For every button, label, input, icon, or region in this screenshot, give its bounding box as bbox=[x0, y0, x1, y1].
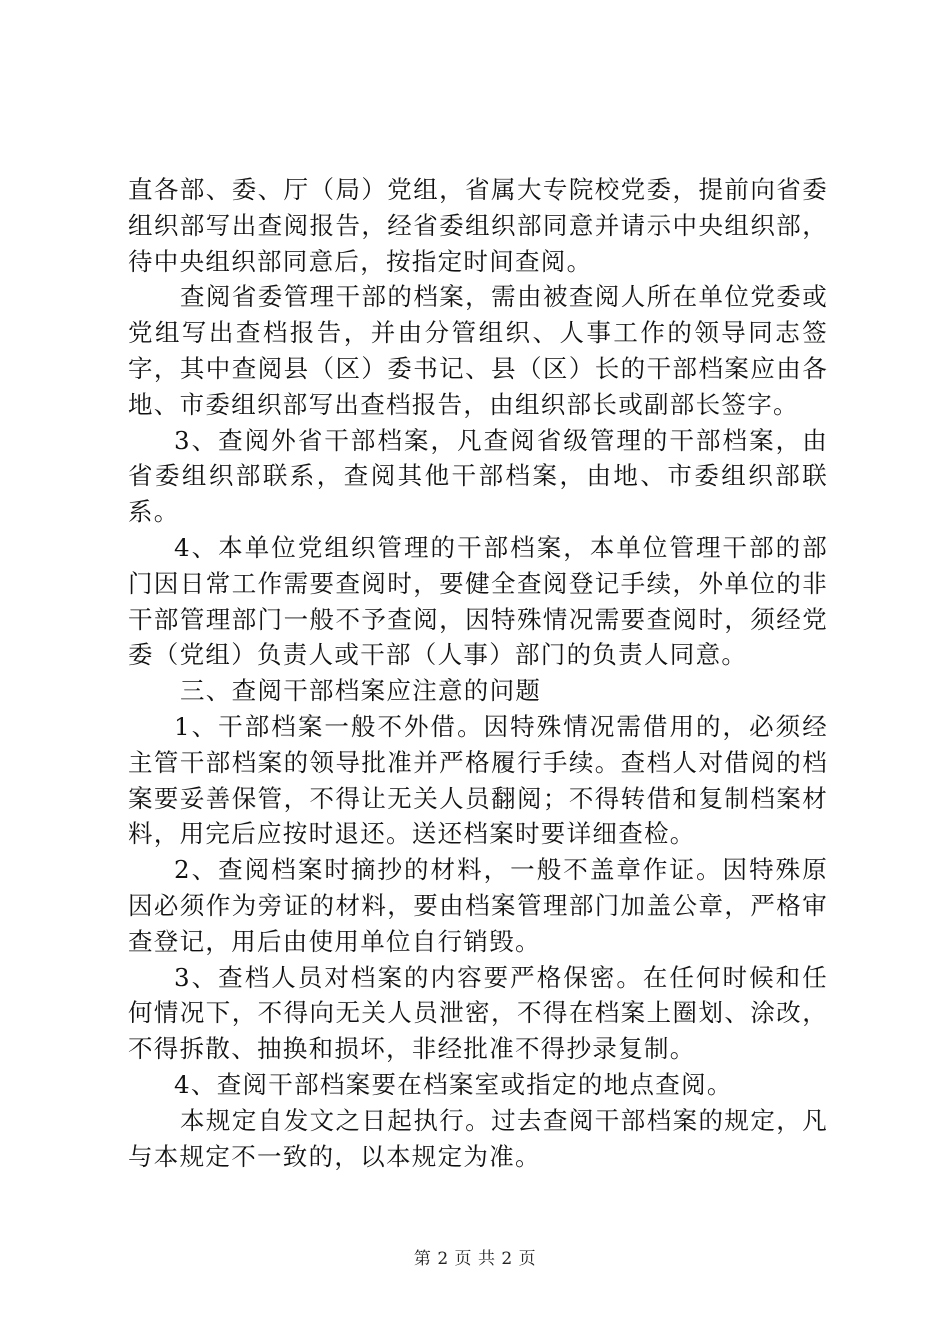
paragraph-8: 3、查档人员对档案的内容要严格保密。在任何时候和任何情况下，不得向无关人员泄密，不得在档案上圈划、涂改，不得拆散、抽换和损坏，非经批准不得抄录复制。 bbox=[128, 962, 828, 1064]
page-number-label: 第 2 页 共 2 页 bbox=[413, 1249, 537, 1269]
paragraph-10: 本规定自发文之日起执行。过去查阅干部档案的规定，凡与本规定不一致的，以本规定为准。 bbox=[128, 1105, 828, 1171]
section-heading: 三、查阅干部档案应注意的问题 bbox=[180, 676, 542, 706]
paragraph-9: 4、查阅干部档案要在档案室或指定的地点查阅。 bbox=[174, 1069, 733, 1099]
paragraph-7: 2、查阅档案时摘抄的材料，一般不盖章作证。因特殊原因必须作为旁证的材料，要由档案管理部门加盖公章，严格审查登记，用后由使用单位自行销毁。 bbox=[128, 855, 828, 956]
paragraph-4: 4、本单位党组织管理的干部档案，本单位管理干部的部门因日常工作需要查阅时，要健全查阅登记手续，外单位的非干部管理部门一般不予查阅，因特殊情况需要查阅时，须经党委（党组）负责人或干部（人事）部门的负责人同意。 bbox=[128, 532, 828, 670]
page-footer bbox=[0, 1244, 950, 1269]
paragraph-1: 直各部、委、厅（局）党组，省属大专院校党委，提前向省委组织部写出查阅报告，经省委组织部同意并请示中央组织部，待中央组织部同意后，按指定时间查阅。 bbox=[128, 175, 828, 276]
paragraph-6: 1、干部档案一般不外借。因特殊情况需借用的，必须经主管干部档案的领导批准并严格履行手续。查档人对借阅的档案要妥善保管，不得让无关人员翻阅；不得转借和复制档案材料，用完后应按时退还。送还档案时要详细查检。 bbox=[128, 711, 828, 849]
document-body bbox=[128, 172, 828, 1174]
paragraph-3: 3、查阅外省干部档案，凡查阅省级管理的干部档案，由省委组织部联系，查阅其他干部档案，由地、市委组织部联系。 bbox=[128, 425, 828, 527]
paragraph-2: 查阅省委管理干部的档案，需由被查阅人所在单位党委或党组写出查档报告，并由分管组织、人事工作的领导同志签字，其中查阅县（区）委书记、县（区）长的干部档案应由各地、市委组织部写出查档报告，由组织部长或副部长签字。 bbox=[128, 282, 828, 419]
